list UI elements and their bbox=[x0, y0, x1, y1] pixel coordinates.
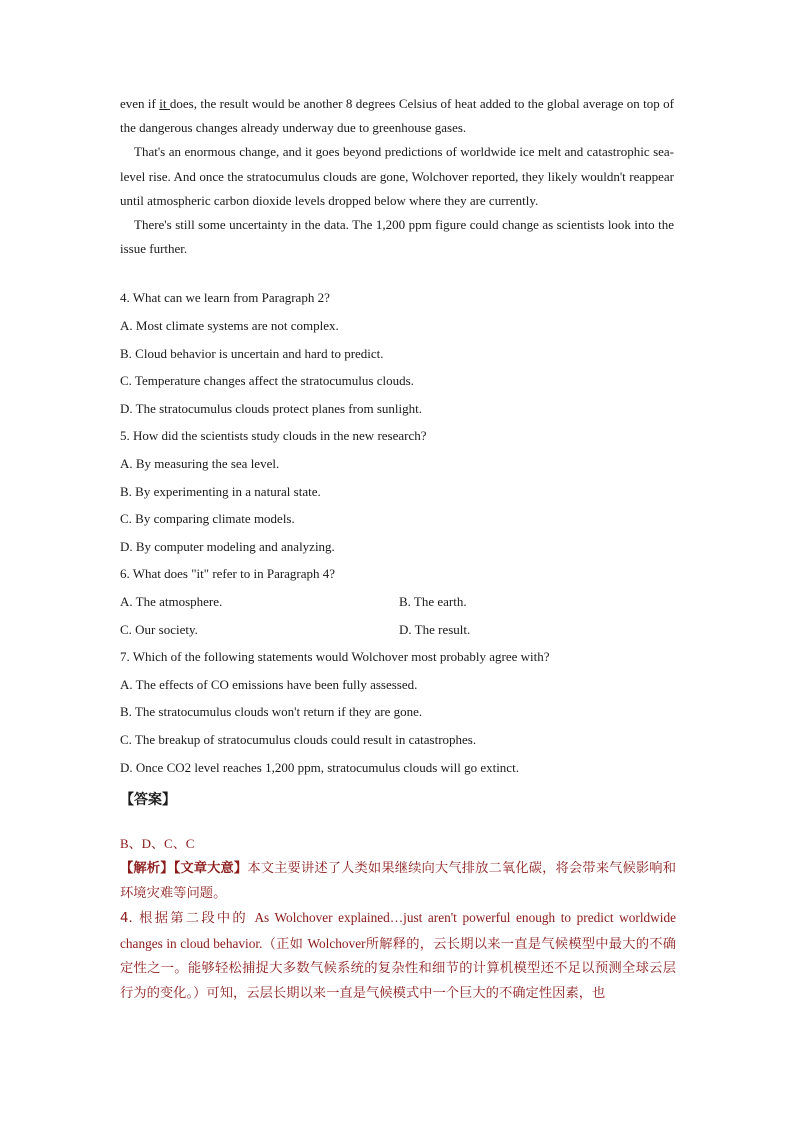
paragraph-continuation bbox=[120, 92, 674, 140]
option: C. Our society. bbox=[120, 622, 198, 637]
paragraph: There's still some uncertainty in the data. The 1,200 ppm figure could change as scientists look into the issue further. bbox=[120, 217, 674, 257]
option: C. Temperature changes affect the stratocumulus clouds. bbox=[120, 373, 414, 388]
passage bbox=[120, 92, 674, 261]
option: C. By comparing climate models. bbox=[120, 511, 295, 526]
text: even if bbox=[120, 96, 160, 111]
analysis-tag: 【解析】【文章大意】 bbox=[120, 861, 248, 876]
underlined-word: it bbox=[159, 96, 170, 111]
question-stem: 7. Which of the following statements would Wolchover most probably agree with? bbox=[120, 649, 550, 664]
option: A. The atmosphere. bbox=[120, 594, 223, 609]
analysis-quote: As Wolchover explained…just aren't powerful enough to predict worldwide changes in cloud behavior. bbox=[120, 910, 677, 951]
answer-heading: 【答案】 bbox=[120, 792, 176, 808]
option: B. The earth. bbox=[399, 594, 467, 609]
option: D. Once CO2 level reaches 1,200 ppm, stratocumulus clouds will go extinct. bbox=[120, 760, 519, 775]
text: does, the result would be another 8 degrees Celsius of heat added to the global average on top of the dangerous changes already underway due to greenhouse gases. bbox=[120, 96, 674, 136]
option: D. The stratocumulus clouds protect planes from sunlight. bbox=[120, 401, 422, 416]
option: D. By computer modeling and analyzing. bbox=[120, 539, 335, 554]
option: D. The result. bbox=[399, 622, 471, 637]
analysis-rest: 所解释的，云长期以来一直是气候模型中最大的不确定性之一。能够轻松捕捉大多数气候系统的复杂性和细节的计算机模型还不足以预测全球云层行为的变化。）可知，云层长期以来一直是气候模式中一个巨大的不确定性因素，也 bbox=[120, 936, 676, 1001]
analysis bbox=[120, 857, 676, 1006]
question-stem: 6. What does "it" refer to in Paragraph 4? bbox=[120, 566, 336, 581]
analysis-item-prefix: 4. 根据第二段中的 bbox=[120, 911, 255, 926]
question-stem: 5. How did the scientists study clouds in the new research? bbox=[120, 428, 427, 443]
option: A. Most climate systems are not complex. bbox=[120, 318, 339, 333]
question-stem: 4. What can we learn from Paragraph 2? bbox=[120, 290, 330, 305]
option: B. The stratocumulus clouds won't return if they are gone. bbox=[120, 704, 423, 719]
option: B. By experimenting in a natural state. bbox=[120, 484, 321, 499]
analysis-summary: 本文主要讲述了人类如果继续向大气排放二氧化碳，将会带来气候影响和环境灾难等问题。 bbox=[120, 861, 676, 901]
option: A. The effects of CO emissions have been fully assessed. bbox=[120, 677, 418, 692]
option: C. The breakup of stratocumulus clouds could result in catastrophes. bbox=[120, 732, 477, 747]
answer-value: B、D、C、C bbox=[120, 836, 195, 851]
analysis-paren: （正如 bbox=[262, 936, 308, 952]
analysis-name: Wolchover bbox=[307, 935, 366, 951]
paragraph: That's an enormous change, and it goes beyond predictions of worldwide ice melt and catastrophic sea-level rise. And once the stratocumulus clouds are gone, Wolchover reported, they likely wouldn't reappear until atmospheric carbon dioxide levels dropped below where they are currently. bbox=[120, 144, 674, 208]
option: A. By measuring the sea level. bbox=[120, 456, 280, 471]
option: B. Cloud behavior is uncertain and hard to predict. bbox=[120, 346, 384, 361]
